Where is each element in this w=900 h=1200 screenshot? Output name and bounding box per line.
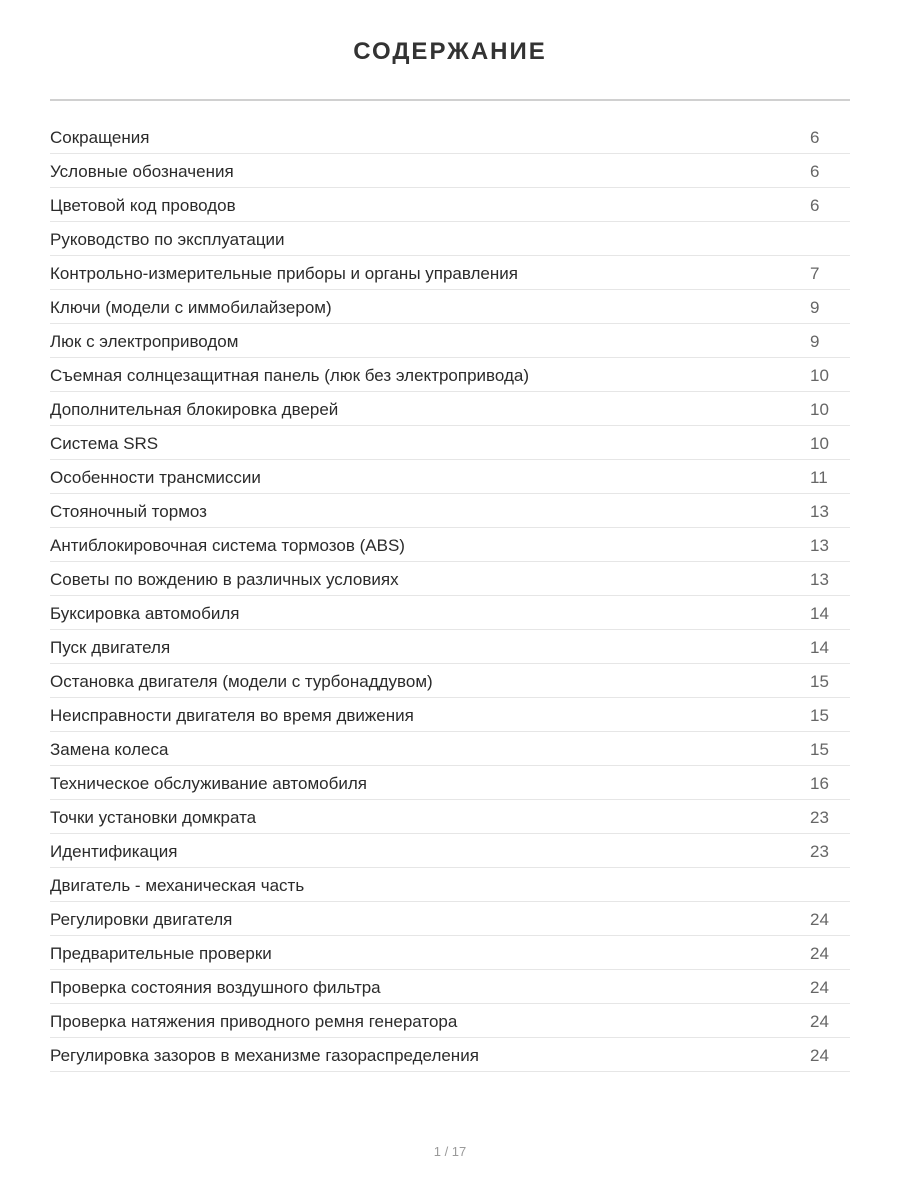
toc-section-heading[interactable] bbox=[50, 868, 850, 902]
toc-row[interactable] bbox=[50, 562, 850, 596]
toc-entry-title: Проверка состояния воздушного фильтра bbox=[50, 978, 381, 997]
toc-entry-page: 7 bbox=[810, 264, 820, 283]
toc-row[interactable] bbox=[50, 902, 850, 936]
toc-row[interactable] bbox=[50, 426, 850, 460]
toc-entry-page: 13 bbox=[810, 570, 829, 589]
toc-entry-title: Остановка двигателя (модели с турбонаддувом) bbox=[50, 672, 433, 691]
toc-row[interactable] bbox=[50, 392, 850, 426]
toc-entry-page: 10 bbox=[810, 434, 829, 453]
toc-row[interactable] bbox=[50, 188, 850, 222]
toc-row[interactable] bbox=[50, 120, 850, 154]
toc-entry-title: Замена колеса bbox=[50, 740, 169, 759]
toc-entry-page: 9 bbox=[810, 332, 820, 351]
toc-entry-title: Точки установки домкрата bbox=[50, 808, 257, 827]
toc-entry-page: 23 bbox=[810, 842, 829, 861]
toc-entry-title: Люк с электроприводом bbox=[50, 332, 239, 351]
table-of-contents bbox=[50, 120, 850, 1072]
toc-entry-title: Руководство по эксплуатации bbox=[50, 230, 285, 249]
toc-row[interactable] bbox=[50, 290, 850, 324]
toc-entry-title: Регулировки двигателя bbox=[50, 910, 233, 929]
toc-row[interactable] bbox=[50, 834, 850, 868]
toc-entry-page: 10 bbox=[810, 366, 829, 385]
toc-entry-title: Антиблокировочная система тормозов (ABS) bbox=[50, 536, 405, 555]
toc-entry-page: 15 bbox=[810, 740, 829, 759]
toc-entry-title: Особенности трансмиссии bbox=[50, 468, 261, 487]
toc-entry-page: 24 bbox=[810, 1046, 829, 1065]
toc-entry-page: 16 bbox=[810, 774, 829, 793]
toc-entry-title: Система SRS bbox=[50, 434, 159, 453]
toc-entry-title: Условные обозначения bbox=[50, 162, 234, 181]
toc-row[interactable] bbox=[50, 664, 850, 698]
toc-entry-title: Регулировка зазоров в механизме газораспределения bbox=[50, 1046, 479, 1065]
toc-entry-title: Сокращения bbox=[50, 128, 150, 147]
toc-row[interactable] bbox=[50, 698, 850, 732]
toc-row[interactable] bbox=[50, 358, 850, 392]
toc-entry-title: Буксировка автомобиля bbox=[50, 604, 240, 623]
toc-entry-page: 6 bbox=[810, 162, 820, 181]
toc-entry-page: 24 bbox=[810, 944, 829, 963]
toc-entry-title: Двигатель - механическая часть bbox=[50, 876, 305, 895]
toc-entry-page: 13 bbox=[810, 502, 829, 521]
toc-entry-page: 24 bbox=[810, 978, 829, 997]
toc-section-heading[interactable] bbox=[50, 222, 850, 256]
toc-entry-page: 6 bbox=[810, 128, 820, 147]
toc-row[interactable] bbox=[50, 1038, 850, 1072]
toc-row[interactable] bbox=[50, 596, 850, 630]
toc-entry-title: Идентификация bbox=[50, 842, 178, 861]
toc-entry-page: 15 bbox=[810, 672, 829, 691]
toc-row[interactable] bbox=[50, 766, 850, 800]
title-divider bbox=[50, 99, 850, 101]
toc-entry-page: 24 bbox=[810, 910, 829, 929]
toc-entry-page: 23 bbox=[810, 808, 829, 827]
toc-entry-title: Стояночный тормоз bbox=[50, 502, 207, 521]
toc-row[interactable] bbox=[50, 970, 850, 1004]
toc-entry-page: 14 bbox=[810, 604, 829, 623]
toc-entry-title: Советы по вождению в различных условиях bbox=[50, 570, 399, 589]
toc-entry-title: Проверка натяжения приводного ремня генератора bbox=[50, 1012, 458, 1031]
toc-row[interactable] bbox=[50, 732, 850, 766]
toc-entry-title: Цветовой код проводов bbox=[50, 196, 236, 215]
toc-entry-title: Дополнительная блокировка дверей bbox=[50, 400, 339, 419]
toc-row[interactable] bbox=[50, 528, 850, 562]
toc-entry-page: 24 bbox=[810, 1012, 829, 1031]
toc-entry-title: Контрольно-измерительные приборы и органы управления bbox=[50, 264, 518, 283]
toc-entry-page: 10 bbox=[810, 400, 829, 419]
toc-row[interactable] bbox=[50, 630, 850, 664]
page-title: СОДЕРЖАНИЕ bbox=[353, 38, 547, 65]
toc-row[interactable] bbox=[50, 256, 850, 290]
page-indicator: 1 / 17 bbox=[433, 1144, 467, 1159]
toc-entry-title: Техническое обслуживание автомобиля bbox=[50, 774, 367, 793]
toc-entry-title: Неисправности двигателя во время движения bbox=[50, 706, 414, 725]
toc-entry-page: 13 bbox=[810, 536, 829, 555]
toc-entry-page: 15 bbox=[810, 706, 829, 725]
toc-row[interactable] bbox=[50, 936, 850, 970]
toc-entry-title: Предварительные проверки bbox=[50, 944, 272, 963]
toc-row[interactable] bbox=[50, 1004, 850, 1038]
toc-entry-page: 9 bbox=[810, 298, 820, 317]
toc-entry-page: 14 bbox=[810, 638, 829, 657]
toc-entry-title: Ключи (модели с иммобилайзером) bbox=[50, 298, 332, 317]
toc-row[interactable] bbox=[50, 460, 850, 494]
toc-entry-title: Съемная солнцезащитная панель (люк без электропривода) bbox=[50, 366, 529, 385]
toc-entry-title: Пуск двигателя bbox=[50, 638, 171, 657]
toc-entry-page: 6 bbox=[810, 196, 820, 215]
toc-entry-page: 11 bbox=[810, 468, 828, 487]
toc-row[interactable] bbox=[50, 800, 850, 834]
toc-row[interactable] bbox=[50, 324, 850, 358]
toc-row[interactable] bbox=[50, 494, 850, 528]
toc-row[interactable] bbox=[50, 154, 850, 188]
